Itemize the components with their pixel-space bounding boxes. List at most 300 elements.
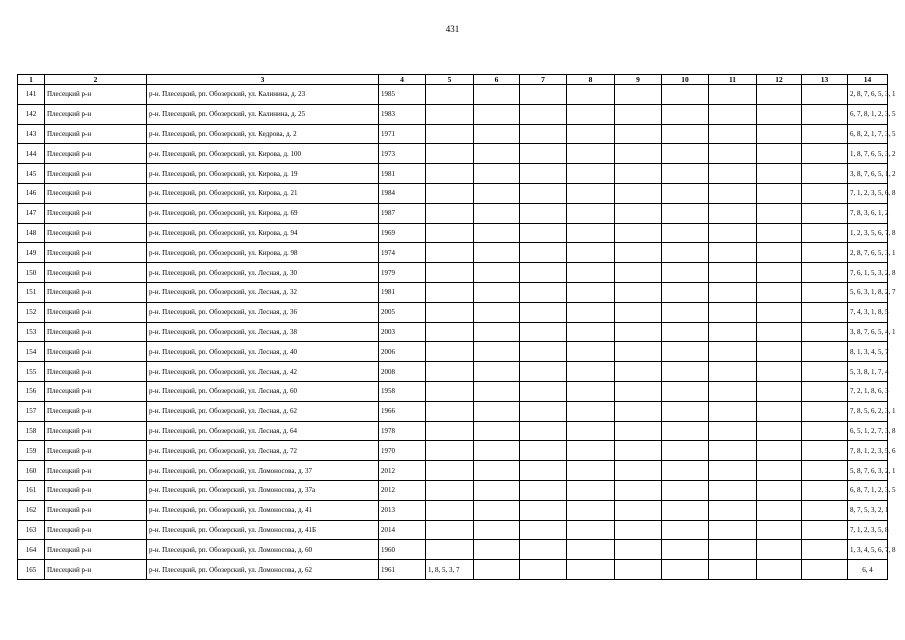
- column-5-cell: [426, 85, 474, 105]
- column-8-cell: [567, 243, 615, 263]
- column-12-cell: [757, 243, 802, 263]
- column-7-cell: [520, 243, 567, 263]
- table-row: [18, 124, 888, 144]
- address-cell: р-н. Плесецкий, рп. Обозерский, ул. Лесная, д. 60: [147, 381, 379, 401]
- row-number-cell: 148: [18, 223, 45, 243]
- table-row: [18, 401, 888, 421]
- address-cell: р-н. Плесецкий, рп. Обозерский, ул. Ломоносова, д. 62: [147, 560, 379, 580]
- column-14-cell: 6, 8, 2, 1, 7, 3, 5: [848, 124, 888, 144]
- column-5-cell: 1, 8, 5, 3, 7: [426, 560, 474, 580]
- column-13-cell: [802, 183, 848, 203]
- column-7-cell: [520, 520, 567, 540]
- column-14-cell: 5, 3, 8, 1, 7, 4: [848, 362, 888, 382]
- address-cell: р-н. Плесецкий, рп. Обозерский, ул. Лесная, д. 38: [147, 322, 379, 342]
- district-cell: Плесецкий р-н: [45, 243, 147, 263]
- table-row: [18, 243, 888, 263]
- column-14-cell: 8, 7, 5, 3, 2, 1: [848, 500, 888, 520]
- year-cell: 2003: [379, 322, 426, 342]
- column-12-cell: [757, 203, 802, 223]
- column-13-cell: [802, 461, 848, 481]
- column-11-cell: [709, 203, 757, 223]
- column-10-cell: [662, 85, 709, 105]
- column-7-cell: [520, 85, 567, 105]
- column-14-cell: 7, 6, 1, 5, 3, 2, 8: [848, 263, 888, 283]
- address-cell: р-н. Плесецкий, рп. Обозерский, ул. Лесная, д. 72: [147, 441, 379, 461]
- row-number-cell: 144: [18, 144, 45, 164]
- column-12-cell: [757, 441, 802, 461]
- row-number-cell: 155: [18, 362, 45, 382]
- address-cell: р-н. Плесецкий, рп. Обозерский, ул. Ломоносова, д. 37а: [147, 480, 379, 500]
- column-14-cell: 1, 8, 7, 6, 5, 3, 2: [848, 144, 888, 164]
- column-7-cell: [520, 500, 567, 520]
- column-10-cell: [662, 104, 709, 124]
- column-6-cell: [474, 500, 520, 520]
- year-cell: 1958: [379, 381, 426, 401]
- column-5-cell: [426, 203, 474, 223]
- column-11-cell: [709, 441, 757, 461]
- row-number-cell: 152: [18, 302, 45, 322]
- column-6-cell: [474, 560, 520, 580]
- column-8-cell: [567, 124, 615, 144]
- column-5-cell: [426, 540, 474, 560]
- column-7-cell: [520, 322, 567, 342]
- year-cell: 2012: [379, 480, 426, 500]
- column-5-cell: [426, 183, 474, 203]
- column-7-cell: [520, 421, 567, 441]
- row-number-cell: 156: [18, 381, 45, 401]
- column-12-cell: [757, 302, 802, 322]
- column-11-cell: [709, 282, 757, 302]
- address-cell: р-н. Плесецкий, рп. Обозерский, ул. Калинина, д. 23: [147, 85, 379, 105]
- column-14-cell: 3, 8, 7, 6, 5, 1, 2: [848, 164, 888, 184]
- column-8-cell: [567, 223, 615, 243]
- district-cell: Плесецкий р-н: [45, 263, 147, 283]
- column-9-cell: [615, 480, 662, 500]
- column-12-cell: [757, 322, 802, 342]
- district-cell: Плесецкий р-н: [45, 421, 147, 441]
- table-row: [18, 560, 888, 580]
- column-9-cell: [615, 461, 662, 481]
- table-row: [18, 520, 888, 540]
- column-11-cell: [709, 540, 757, 560]
- address-cell: р-н. Плесецкий, рп. Обозерский, ул. Ломоносова, д. 60: [147, 540, 379, 560]
- address-cell: р-н. Плесецкий, рп. Обозерский, ул. Ломоносова, д. 41: [147, 500, 379, 520]
- column-7-cell: [520, 302, 567, 322]
- column-13-cell: [802, 144, 848, 164]
- column-10-cell: [662, 520, 709, 540]
- table-row: [18, 203, 888, 223]
- year-cell: 1981: [379, 164, 426, 184]
- column-9-cell: [615, 282, 662, 302]
- column-10-cell: [662, 381, 709, 401]
- column-11-cell: [709, 85, 757, 105]
- column-7-cell: [520, 282, 567, 302]
- column-6-cell: [474, 461, 520, 481]
- column-header: 9: [615, 75, 662, 85]
- column-9-cell: [615, 322, 662, 342]
- column-7-cell: [520, 401, 567, 421]
- column-9-cell: [615, 183, 662, 203]
- column-13-cell: [802, 381, 848, 401]
- column-13-cell: [802, 263, 848, 283]
- column-12-cell: [757, 381, 802, 401]
- column-header: 3: [147, 75, 379, 85]
- column-6-cell: [474, 302, 520, 322]
- column-5-cell: [426, 520, 474, 540]
- year-cell: 1984: [379, 183, 426, 203]
- column-5-cell: [426, 461, 474, 481]
- column-11-cell: [709, 243, 757, 263]
- district-cell: Плесецкий р-н: [45, 144, 147, 164]
- column-8-cell: [567, 322, 615, 342]
- column-8-cell: [567, 540, 615, 560]
- table-row: [18, 263, 888, 283]
- column-8-cell: [567, 560, 615, 580]
- column-14-cell: 2, 8, 7, 6, 5, 3, 1: [848, 243, 888, 263]
- column-11-cell: [709, 104, 757, 124]
- column-10-cell: [662, 263, 709, 283]
- column-8-cell: [567, 520, 615, 540]
- column-9-cell: [615, 243, 662, 263]
- column-header: 12: [757, 75, 802, 85]
- year-cell: 2008: [379, 362, 426, 382]
- column-6-cell: [474, 223, 520, 243]
- column-13-cell: [802, 164, 848, 184]
- column-9-cell: [615, 520, 662, 540]
- address-cell: р-н. Плесецкий, рп. Обозерский, ул. Кирова, д. 21: [147, 183, 379, 203]
- column-12-cell: [757, 421, 802, 441]
- table-row: [18, 164, 888, 184]
- column-12-cell: [757, 520, 802, 540]
- column-12-cell: [757, 560, 802, 580]
- year-cell: 2014: [379, 520, 426, 540]
- district-cell: Плесецкий р-н: [45, 500, 147, 520]
- row-number-cell: 165: [18, 560, 45, 580]
- column-7-cell: [520, 461, 567, 481]
- column-5-cell: [426, 362, 474, 382]
- district-cell: Плесецкий р-н: [45, 223, 147, 243]
- address-cell: р-н. Плесецкий, рп. Обозерский, ул. Ломоносова, д. 41Б: [147, 520, 379, 540]
- address-cell: р-н. Плесецкий, рп. Обозерский, ул. Лесная, д. 30: [147, 263, 379, 283]
- column-12-cell: [757, 144, 802, 164]
- column-14-cell: 1, 2, 3, 5, 6, 7, 8: [848, 223, 888, 243]
- column-7-cell: [520, 124, 567, 144]
- address-cell: р-н. Плесецкий, рп. Обозерский, ул. Лесная, д. 32: [147, 282, 379, 302]
- column-11-cell: [709, 302, 757, 322]
- district-cell: Плесецкий р-н: [45, 203, 147, 223]
- year-cell: 1960: [379, 540, 426, 560]
- table-row: [18, 223, 888, 243]
- column-7-cell: [520, 362, 567, 382]
- row-number-cell: 161: [18, 480, 45, 500]
- column-11-cell: [709, 342, 757, 362]
- column-13-cell: [802, 421, 848, 441]
- column-14-cell: 1, 3, 4, 5, 6, 7, 8: [848, 540, 888, 560]
- address-cell: р-н. Плесецкий, рп. Обозерский, ул. Лесная, д. 36: [147, 302, 379, 322]
- table-row: [18, 441, 888, 461]
- column-10-cell: [662, 302, 709, 322]
- column-11-cell: [709, 480, 757, 500]
- column-14-cell: 6, 5, 1, 2, 7, 3, 8: [848, 421, 888, 441]
- table-row: [18, 480, 888, 500]
- table-row: [18, 183, 888, 203]
- column-6-cell: [474, 520, 520, 540]
- row-number-cell: 159: [18, 441, 45, 461]
- address-cell: р-н. Плесецкий, рп. Обозерский, ул. Калинина, д. 25: [147, 104, 379, 124]
- column-9-cell: [615, 381, 662, 401]
- district-cell: Плесецкий р-н: [45, 520, 147, 540]
- column-7-cell: [520, 342, 567, 362]
- district-cell: Плесецкий р-н: [45, 282, 147, 302]
- column-6-cell: [474, 322, 520, 342]
- column-6-cell: [474, 480, 520, 500]
- column-12-cell: [757, 342, 802, 362]
- column-6-cell: [474, 144, 520, 164]
- column-5-cell: [426, 243, 474, 263]
- district-cell: Плесецкий р-н: [45, 342, 147, 362]
- column-9-cell: [615, 560, 662, 580]
- column-10-cell: [662, 124, 709, 144]
- district-cell: Плесецкий р-н: [45, 124, 147, 144]
- column-10-cell: [662, 421, 709, 441]
- column-14-cell: 7, 1, 2, 3, 5, 8: [848, 520, 888, 540]
- column-11-cell: [709, 223, 757, 243]
- column-header: 11: [709, 75, 757, 85]
- column-header: 14: [848, 75, 888, 85]
- column-5-cell: [426, 342, 474, 362]
- column-9-cell: [615, 500, 662, 520]
- address-cell: р-н. Плесецкий, рп. Обозерский, ул. Кирова, д. 100: [147, 144, 379, 164]
- column-10-cell: [662, 480, 709, 500]
- column-7-cell: [520, 381, 567, 401]
- table-row: [18, 342, 888, 362]
- column-12-cell: [757, 362, 802, 382]
- year-cell: 2006: [379, 342, 426, 362]
- column-14-cell: 3, 8, 7, 6, 5, 4, 1: [848, 322, 888, 342]
- column-11-cell: [709, 144, 757, 164]
- column-12-cell: [757, 401, 802, 421]
- column-7-cell: [520, 223, 567, 243]
- column-8-cell: [567, 164, 615, 184]
- column-header: 5: [426, 75, 474, 85]
- year-cell: 2005: [379, 302, 426, 322]
- year-cell: 1983: [379, 104, 426, 124]
- column-5-cell: [426, 441, 474, 461]
- column-5-cell: [426, 480, 474, 500]
- column-13-cell: [802, 560, 848, 580]
- column-14-cell: 7, 8, 3, 6, 1, 2: [848, 203, 888, 223]
- column-5-cell: [426, 104, 474, 124]
- column-13-cell: [802, 342, 848, 362]
- column-7-cell: [520, 203, 567, 223]
- year-cell: 1973: [379, 144, 426, 164]
- column-10-cell: [662, 441, 709, 461]
- column-14-cell: 7, 8, 5, 6, 2, 3, 1: [848, 401, 888, 421]
- address-cell: р-н. Плесецкий, рп. Обозерский, ул. Ломоносова, д. 37: [147, 461, 379, 481]
- column-10-cell: [662, 322, 709, 342]
- year-cell: 2013: [379, 500, 426, 520]
- column-11-cell: [709, 381, 757, 401]
- column-12-cell: [757, 124, 802, 144]
- year-cell: 1961: [379, 560, 426, 580]
- column-12-cell: [757, 540, 802, 560]
- column-13-cell: [802, 362, 848, 382]
- column-11-cell: [709, 401, 757, 421]
- year-cell: 1970: [379, 441, 426, 461]
- district-cell: Плесецкий р-н: [45, 362, 147, 382]
- column-9-cell: [615, 144, 662, 164]
- column-12-cell: [757, 223, 802, 243]
- column-13-cell: [802, 124, 848, 144]
- column-8-cell: [567, 461, 615, 481]
- column-6-cell: [474, 362, 520, 382]
- column-7-cell: [520, 104, 567, 124]
- column-6-cell: [474, 104, 520, 124]
- column-12-cell: [757, 480, 802, 500]
- column-8-cell: [567, 421, 615, 441]
- column-8-cell: [567, 381, 615, 401]
- table-row: [18, 85, 888, 105]
- address-cell: р-н. Плесецкий, рп. Обозерский, ул. Лесная, д. 40: [147, 342, 379, 362]
- address-cell: р-н. Плесецкий, рп. Обозерский, ул. Кирова, д. 94: [147, 223, 379, 243]
- row-number-cell: 151: [18, 282, 45, 302]
- column-9-cell: [615, 104, 662, 124]
- year-cell: 1987: [379, 203, 426, 223]
- column-14-cell: 2, 8, 7, 6, 5, 3, 1: [848, 85, 888, 105]
- table-row: [18, 461, 888, 481]
- district-cell: Плесецкий р-н: [45, 441, 147, 461]
- column-13-cell: [802, 85, 848, 105]
- year-cell: 1966: [379, 401, 426, 421]
- column-7-cell: [520, 263, 567, 283]
- column-11-cell: [709, 263, 757, 283]
- column-13-cell: [802, 480, 848, 500]
- table-row: [18, 500, 888, 520]
- column-6-cell: [474, 401, 520, 421]
- column-6-cell: [474, 540, 520, 560]
- column-13-cell: [802, 441, 848, 461]
- column-5-cell: [426, 263, 474, 283]
- column-13-cell: [802, 520, 848, 540]
- column-10-cell: [662, 243, 709, 263]
- address-cell: р-н. Плесецкий, рп. Обозерский, ул. Кедрова, д. 2: [147, 124, 379, 144]
- column-7-cell: [520, 441, 567, 461]
- address-cell: р-н. Плесецкий, рп. Обозерский, ул. Лесная, д. 64: [147, 421, 379, 441]
- column-header: 10: [662, 75, 709, 85]
- row-number-cell: 142: [18, 104, 45, 124]
- table-row: [18, 540, 888, 560]
- column-8-cell: [567, 500, 615, 520]
- year-cell: 1974: [379, 243, 426, 263]
- column-5-cell: [426, 302, 474, 322]
- column-11-cell: [709, 520, 757, 540]
- column-11-cell: [709, 322, 757, 342]
- column-9-cell: [615, 441, 662, 461]
- column-13-cell: [802, 302, 848, 322]
- column-10-cell: [662, 401, 709, 421]
- column-8-cell: [567, 480, 615, 500]
- table-row: [18, 302, 888, 322]
- column-12-cell: [757, 282, 802, 302]
- column-6-cell: [474, 85, 520, 105]
- column-14-cell: 7, 4, 3, 1, 8, 5: [848, 302, 888, 322]
- column-11-cell: [709, 500, 757, 520]
- year-cell: 1971: [379, 124, 426, 144]
- column-5-cell: [426, 282, 474, 302]
- column-5-cell: [426, 144, 474, 164]
- table-row: [18, 421, 888, 441]
- year-cell: 2012: [379, 461, 426, 481]
- column-8-cell: [567, 203, 615, 223]
- column-11-cell: [709, 124, 757, 144]
- column-14-cell: 7, 2, 1, 8, 6, 3: [848, 381, 888, 401]
- column-12-cell: [757, 500, 802, 520]
- column-12-cell: [757, 164, 802, 184]
- housing-registry-table: [17, 74, 896, 580]
- column-13-cell: [802, 282, 848, 302]
- column-6-cell: [474, 381, 520, 401]
- address-cell: р-н. Плесецкий, рп. Обозерский, ул. Кирова, д. 19: [147, 164, 379, 184]
- column-6-cell: [474, 342, 520, 362]
- column-10-cell: [662, 500, 709, 520]
- column-header: 6: [474, 75, 520, 85]
- district-cell: Плесецкий р-н: [45, 560, 147, 580]
- column-8-cell: [567, 183, 615, 203]
- column-12-cell: [757, 183, 802, 203]
- row-number-cell: 154: [18, 342, 45, 362]
- column-14-cell: 6, 7, 8, 1, 2, 3, 5: [848, 104, 888, 124]
- district-cell: Плесецкий р-н: [45, 540, 147, 560]
- column-8-cell: [567, 401, 615, 421]
- column-11-cell: [709, 421, 757, 441]
- table-row: [18, 104, 888, 124]
- column-11-cell: [709, 461, 757, 481]
- column-header: 1: [18, 75, 45, 85]
- column-6-cell: [474, 124, 520, 144]
- column-9-cell: [615, 342, 662, 362]
- column-6-cell: [474, 282, 520, 302]
- column-7-cell: [520, 480, 567, 500]
- column-13-cell: [802, 401, 848, 421]
- column-5-cell: [426, 124, 474, 144]
- column-11-cell: [709, 183, 757, 203]
- table-row: [18, 362, 888, 382]
- column-13-cell: [802, 104, 848, 124]
- column-header: 4: [379, 75, 426, 85]
- column-7-cell: [520, 183, 567, 203]
- district-cell: Плесецкий р-н: [45, 401, 147, 421]
- column-13-cell: [802, 203, 848, 223]
- column-11-cell: [709, 560, 757, 580]
- column-header: 8: [567, 75, 615, 85]
- row-number-cell: 153: [18, 322, 45, 342]
- district-cell: Плесецкий р-н: [45, 322, 147, 342]
- column-header: 2: [45, 75, 147, 85]
- column-10-cell: [662, 223, 709, 243]
- column-8-cell: [567, 104, 615, 124]
- column-13-cell: [802, 322, 848, 342]
- column-9-cell: [615, 223, 662, 243]
- table-row: [18, 381, 888, 401]
- column-7-cell: [520, 540, 567, 560]
- column-5-cell: [426, 223, 474, 243]
- column-9-cell: [615, 401, 662, 421]
- district-cell: Плесецкий р-н: [45, 85, 147, 105]
- column-8-cell: [567, 144, 615, 164]
- column-10-cell: [662, 362, 709, 382]
- row-number-cell: 157: [18, 401, 45, 421]
- column-7-cell: [520, 164, 567, 184]
